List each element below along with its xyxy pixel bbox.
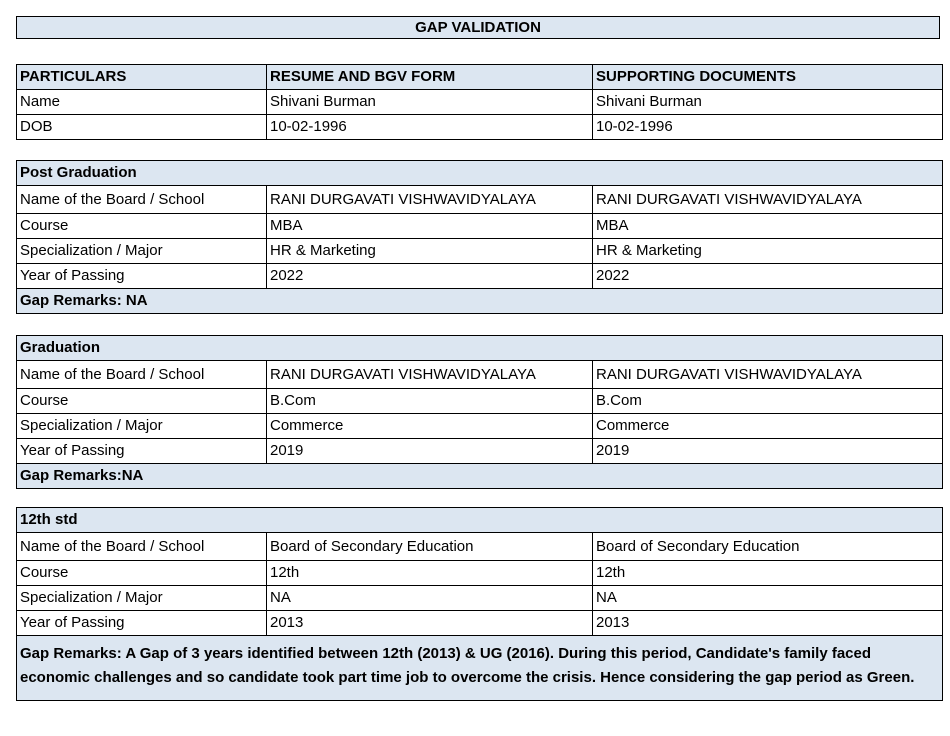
particulars-table [16, 64, 943, 140]
table-row [17, 90, 943, 115]
row-label: DOB [17, 115, 267, 140]
docs-value: Commerce [593, 414, 943, 439]
table-header-row [17, 65, 943, 90]
gap-remarks-row [17, 636, 943, 701]
table-row [17, 586, 943, 611]
section-title: Graduation [17, 336, 943, 361]
gap-remarks: Gap Remarks: NA [17, 289, 943, 314]
resume-value: 12th [267, 561, 593, 586]
resume-value: 2013 [267, 611, 593, 636]
resume-value: 10-02-1996 [267, 115, 593, 140]
table-row [17, 611, 943, 636]
row-label: Year of Passing [17, 439, 267, 464]
gap-remarks-row [17, 464, 943, 489]
docs-value: 2022 [593, 264, 943, 289]
section-title-row [17, 336, 943, 361]
table-row [17, 389, 943, 414]
table-row [17, 439, 943, 464]
resume-value: Shivani Burman [267, 90, 593, 115]
section-title-row [17, 508, 943, 533]
resume-value: RANI DURGAVATI VISHWAVIDYALAYA [267, 361, 593, 389]
row-label: Specialization / Major [17, 586, 267, 611]
section-title-row [17, 161, 943, 186]
docs-value: Shivani Burman [593, 90, 943, 115]
row-label: Name [17, 90, 267, 115]
table-row [17, 239, 943, 264]
page-title: GAP VALIDATION [16, 16, 940, 39]
docs-value: RANI DURGAVATI VISHWAVIDYALAYA [593, 361, 943, 389]
row-label: Year of Passing [17, 264, 267, 289]
table-row [17, 264, 943, 289]
table-row [17, 214, 943, 239]
row-label: Specialization / Major [17, 414, 267, 439]
resume-value: B.Com [267, 389, 593, 414]
row-label: Course [17, 561, 267, 586]
table-row [17, 115, 943, 140]
resume-value: 2022 [267, 264, 593, 289]
gap-remarks: Gap Remarks: A Gap of 3 years identified between 12th (2013) & UG (2016). During this period, Candidate's family faced economic challenges and so candidate took part time job to overcome the crisis. Hence considering the gap period as Green. [17, 636, 943, 701]
table-row [17, 533, 943, 561]
row-label: Name of the Board / School [17, 533, 267, 561]
header-particulars: PARTICULARS [17, 65, 267, 90]
docs-value: 2019 [593, 439, 943, 464]
docs-value: 10-02-1996 [593, 115, 943, 140]
row-label: Name of the Board / School [17, 186, 267, 214]
table-row [17, 561, 943, 586]
row-label: Specialization / Major [17, 239, 267, 264]
table-row [17, 361, 943, 389]
docs-value: RANI DURGAVATI VISHWAVIDYALAYA [593, 186, 943, 214]
resume-value: RANI DURGAVATI VISHWAVIDYALAYA [267, 186, 593, 214]
docs-value: MBA [593, 214, 943, 239]
row-label: Course [17, 389, 267, 414]
resume-value: NA [267, 586, 593, 611]
header-supporting-docs: SUPPORTING DOCUMENTS [593, 65, 943, 90]
resume-value: 2019 [267, 439, 593, 464]
section-title: 12th std [17, 508, 943, 533]
section-title: Post Graduation [17, 161, 943, 186]
header-resume-bgv: RESUME AND BGV FORM [267, 65, 593, 90]
row-label: Year of Passing [17, 611, 267, 636]
row-label: Name of the Board / School [17, 361, 267, 389]
resume-value: HR & Marketing [267, 239, 593, 264]
gap-remarks-row [17, 289, 943, 314]
docs-value: NA [593, 586, 943, 611]
row-label: Course [17, 214, 267, 239]
table-row [17, 186, 943, 214]
docs-value: HR & Marketing [593, 239, 943, 264]
docs-value: 12th [593, 561, 943, 586]
twelfth-std-table [16, 507, 943, 701]
table-row [17, 414, 943, 439]
resume-value: Board of Secondary Education [267, 533, 593, 561]
docs-value: Board of Secondary Education [593, 533, 943, 561]
docs-value: 2013 [593, 611, 943, 636]
post-graduation-table [16, 160, 943, 314]
resume-value: MBA [267, 214, 593, 239]
gap-remarks: Gap Remarks:NA [17, 464, 943, 489]
resume-value: Commerce [267, 414, 593, 439]
docs-value: B.Com [593, 389, 943, 414]
graduation-table [16, 335, 943, 489]
